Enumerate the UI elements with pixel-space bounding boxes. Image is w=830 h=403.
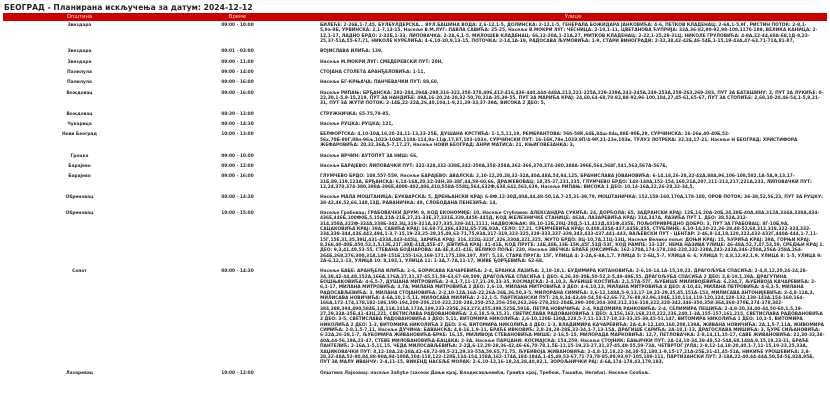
streets-cell: Општина Лајковац: насеље Забуће (засеок Доњи крај, Владисављевићи, Грнића крај, Требеж, Ташићи, Негићи). Насеље Скобаљ. xyxy=(320,370,651,376)
streets-cell: БЕЛФОРТСКА: 4,10-10А,16,20-24,11-13,23-25Б, ДУШАНА КРСТИЋА: 1-1,5,11,19, РЕМБРАНТОВА: 56б-58К,64Б,84ш-84ц,88Е-90Б,29, СУРЧИНСКА: 16-16и,40-40Б,52-56х,70Б-80Г,88н-96љ,102Э-104К,110А-114,9а-11ф,17,87,103-103л, СУРЧИНСКИ ПУТ: 16-16К,78е,103Э,9П/4-9Р,21-23е,103и, ТУЛУЗ ЛОТРЕКА: 32,34,17-21, Насеље Н БЕОГРАД: ХРИСТИФОРА ЖЕФАРОВИЋА: 20,32,36А,5-7,17,27, Насеље НОВИ БЕОГРАД: АНРИ МАТИСА: 21, КЊИГОВЕЗАНКА: 3, xyxy=(320,132,798,149)
municipality-cell: Вождовац xyxy=(66,90,93,96)
municipality-cell: Палилула xyxy=(67,70,92,76)
column-header-streets: Улице xyxy=(564,14,582,20)
streets-cell: Насеље МАЛА МОШТАНИЦА: БУКВАРСКА: 5, ДРЕНЬАНСКИ КРАЈ: 6-8Ф,12-30Д,40А,44,48-50,1А,7-25,31-39,79, МОШТАНИЧКА: 152,158-160,170А,178-180, ОРОВ ПОТОК: 36-38,52,56,23, ПУТ ЗА РУЦКУ: 38-42,46,52,66,148,13Д, РАВАНИЧКА: 49, СЛОБОДАНА ПЕНЕЗИЋА: 14, xyxy=(320,195,823,206)
streets-cell: Насеље БГ-КРЊАЧА: ПАНЧЕВАЧКИ ПУТ: 88,60, xyxy=(320,80,439,86)
municipality-cell: Лазаревац xyxy=(66,370,93,376)
table-row xyxy=(3,120,827,130)
municipality-cell: Палилула xyxy=(67,80,92,86)
table-row xyxy=(3,152,827,162)
table-row xyxy=(3,21,827,47)
time-cell: 09:00 - 10:00 xyxy=(221,153,254,159)
time-cell: 09:00 - 16:00 xyxy=(221,90,254,96)
time-cell: 09:00 - 12:00 xyxy=(221,163,254,169)
streets-cell: Насеље Грабовац: ГРАБОВАЧКИ ДРУМ: 9, КОД ЕКОНОМИЈЕ: 10, Насеље Стублине: АЛЕКСАНДРА СУКИЋА: 24, ДОРЋОЛА: 65, ЗАДРАНСКИ КРАЈ: 12Б,16,20А-20Б,34,38Б-40А,48А,312А,334А,338А,434-436Е,446Б,100Ф0Б,5,15А,21А-21Б,27,31-33Е,37,331Б,339,445б-445Д, КОД ЖЕЛЕЗНИЧКЕ СТАНИЦЕ: 463А, ЛАЗАРЕВИЋА КРАЈ: 314,347А, ЛАЗИЋА ПУТ 1. ДЕО: 38,52А,312-314,358А,322Ф-324А,338Б-342,3Ц,319-321А,327,335,339-341,1111, НАДВОЖЊАК: 88,10-12Б,20Ц-20Д,5-11,413Д,431Ф,435Б, ПОЉОПРИВРЕДНО ДОБРО: 3, ПУТ ЗА ГРАБОВАЦ: 8Г-10Б,9А, САЦАКОВИЋА КРАЈ: 39А, САВИЋА КРАЈ: 16,68-72,286,432Ц,65-73Б,93А, СЕЛО: 17,21, СРЕМЧЕВИЋА КРАЈ: 0,408,435А-437,445Б,455, СТУБЛИНЕ: 6,10-14,20-22,26-28,48-52,68,312,318,322-324,332-334,338-344,436,442,494,1-3,7-15,19-23,25-29,35,49,63-71,75,93А,317-319,323-325,329-333,337-339,343,433-437,441-443, ВАЉЕВСКИ ПУТ - ЦЕНТАР: 2-46,8-14,18,120,322,432-432Г,440А-444,1-7,11-15Г,15Е,31,35,39Ц,431-433А,443-445Ц, ЗАРИЋА КРАЈ: 316,322Ц-322Г,326,330А,321,325, ЖУТО БРДО: 8Ц-10,7А,11Ц-13Ц, Насеље Велико поље: ДОЊИ КРАЈ: 15, ЋУРИЋА КРАЈ: 39А, ГОРЊИ КРАЈ: 8,266,40-40Б,450,52,1,5,13Е,21Г,39Д-41Д,45Е-47, ЈЕВТИЋА КРАЈ: 41-41Б, КОД ПРУГЕ: 14Б,48Б,13Б-15К,45Г,53Д-53Г, КОД РАМПЕ: 13-13Г, НЕМА НАЗИВА УЛИЦЕ: 46-48А,52,7,47,53,59, СРЕДЊИ КРАЈ 1. ДЕО: 9,3,41,49,53-55, СТЕВАНА БОДНАРОВА: 4А-4Е,8,41-41Е, ВЕЛИКО ПОЉЕ: 220, Насеље ЗВЕЧКА: БРАЋЕ ЈОКСИМЋА: 162-170А,174-178,184-228,232-238А,242-242А,246-250А,256А-258А,264-264Б,268,276,300,31А,149-151Б,155-163,169-171,175,189,197, ЛУГ: 5,13, СТАРА ПРУГА: 15Г, УЛИЦА 4: 2-2А,6-8А,1,7, УЛИЦА 5: 2-6Ц,5-7, УЛИЦА 6: 6, УЛИЦА 7: 4,8,12,92,1,9, УЛИЦА 8: 1-5, УЛИЦА 9: 2А-6,12,1-13, УЛИЦА 10: 8,192,1, УЛИЦА 11: 1-3А,7-7А,11-17, ЖИВЕ ЂОРЂЕВИЋА: 62-68, xyxy=(320,210,825,264)
streets-cell: Насеље М.МОКРИ ЛУГ: СМЕДЕРЕВСКИ ПУТ: 20Н, xyxy=(320,59,443,65)
municipality-cell: Вождовац xyxy=(66,111,93,117)
table-row xyxy=(3,89,827,110)
streets-cell: СТОЈАНА СТОЛЕТА АРАНЂЕЛОВИЋА: 1-11, xyxy=(320,70,426,76)
table-header-row xyxy=(3,13,827,21)
table-row xyxy=(3,130,827,151)
streets-cell: Насеље РИПАЊ: БРЂАНСКА: 282-284,294А-298,316-322,358-378,406,412-416,436-440,444-448А,213,221-225А,229-239А,243-245А,249-253А,259-263,269-283, ПУТ ЗА БАТАШИНУ: 2, ПУТ ЗА ЛУКИЋЕ: 0-22,30,1-5,9-15,219, ПУТ ЗА НАНДИЋЕ: 49А,16-20,24-28,32-50,70,21А-35,39-55, ПУТ ЗА МАРИЋА КРАЈ: 24,60,64-68,78-82,88-92,96-100,104,27,45-61,65-67, ПУТ ЗА СТОПИЋЕ: 2,68,10-20,46-54,1-5,9,21-31, ПУТ ЗА ЖУТИ ПОТОК: 2-14Б,22-22А,26,40,104,1-9,21,29-33,37-39А, ВИСОКА 2 ДЕО: 5, xyxy=(320,90,824,107)
time-cell: 00:01 - 03:00 xyxy=(221,49,254,55)
time-cell: 09:00 - 16:00 xyxy=(221,174,254,180)
table-row xyxy=(3,162,827,172)
table-row xyxy=(3,209,827,267)
table-row xyxy=(3,58,827,68)
municipality-cell: Барајево xyxy=(68,174,91,180)
time-cell: 08:00 - 14:30 xyxy=(221,122,254,128)
municipality-cell: Обреновац xyxy=(65,210,94,216)
time-cell: 08:00 - 14:30 xyxy=(221,269,254,275)
municipality-cell: Гроцка xyxy=(70,153,89,159)
time-cell: 10:00 - 13:00 xyxy=(221,132,254,138)
municipality-cell: Звездара xyxy=(67,23,92,28)
municipality-cell: Звездара xyxy=(67,59,92,65)
table-row xyxy=(3,110,827,120)
column-header-municipality: Општина xyxy=(66,14,93,20)
table-row xyxy=(3,172,827,193)
streets-cell: Насеље БАБЕ: АРАНЂЕЛА ИЛИЋА: 2-6, БОРИСАВА КАЧАРЕВИЋА: 2-4, БРАНКА ЛАЗИЋА: 2,10-18,1, БУДИМИРА КИТАНОВИЋА: 2-6,10-14,1А-15,19,23, ДРАГОЉУБА СПАСИЋА: 2-4,8,12,20,24-24,28-34,38,42-44,48,152А,166А,176А,27,31,37-45,51,59-63,67-69,509, ДРАГОЉУБА СПАСИЋА 1 ДЕО: 6,26,30-30Б,50-52,3-5,49-49Б,55, ДРАГОЉУБА СПАСИЋА 2 ДЕО: 2,8-10,1,29А, ДРАГУТИНА БОШЊАКОВИЋА: 4-6,5-7, ДУШАНА МИТРОВИЋА: 2-8,1-7,11-17,21-29,33-35, КОСМАЈСКА: 2-4,10,3, ЉУБИШЕ КОСТИЋА: 2,1,57А-57Г, ЉУБИШЕ МИЛИВОЈЕВИЋА: 6,234,7, ЉУБИВОЈА КАЧАРЕВИЋА: 2-6,1-17, МИЛАНА МИТРОВИЋА: 3,7А, МИЛАНА МИТРОВИЋА 2 ДЕО: 2,6-10, МИЛАНА МИТРОВИЋА 3 ДЕО: 4-6,10,13, МИЛАНА МИТРОВИЋА 4 ДЕО: 4-10,43, МИЛАНА ПЕТРОВИЋА: 4-6,3-5, МИЛАНА РАДОСАВЉЕВИЋА: 3, МИЛАНА СТОЈАНОВИЋА: 2-2,10-12А,16А-22,26А-26Б,36,50,3-5, МИЛОРАНА СИМИЋА: 2,6-12,148А,5-9,13,17-19,23-29,35,45,151А-153, МИЛИСАВА АНТОНИЈЕВИЋА: 2-4,8-12А,3, МИЛИСАВА НОВИЧИЋА: 4-6А,10,1-5,11, МИЛОСАВА МИЛИЋА: 2-12,1-5, ПАРТИЗАНСКИ ПУТ: 24,8,34-42,48-54,58-62,66-72,76-88,92,96,104Б,110,114,118-120,124,128-132,138-143А,154-160,164-166А,172-174,178,182-186,190-194,200-206,210-222,228-246,250-252,256-258,262,266-278,282-284Б,290-300,304-308,312,316-318,322,328-342,346-350,358-364,368-370Б,374-378,382-384,388,394,490,584Б,1Д,11А,141А,173А,189,233-235Б,263,273,455,499,525Б,591Б, ПЕТРА НОВИЧИЋА: 2-4, РАДОМИРА РАНКОВИЋА: 2-4, СЕЛИМИРА ПЕШИЋА: 2-4,8-20,34,40-44,50-60,1,5,19-27,29,33А-35Б,41-43Ц,221, СВЕТИСЛАВА РАДОВАНОВИЋА: 2,6,18,5-9,15,31, СВЕТИСЛАВА РАДОВАНОВИЋА 1 ДЕО: 4,156,162,168,210,222,236,240,1-3А,155-157,161,215, СВЕТИСЛАВА РАДОВАНОВИЋА 2 ДЕО: 3-5, СВЕТИСЛАВА РАДОВАНОВИЋА 3 ДЕО: 5,11, ВИТОМИРА НИКОЛИЋА: 2,6-10,120Б-120Д,228,5-7,11-13,17-19,23-33,35-39,45-51,147, ВИТОМИРА НИКОЛИЋА 1 ДЕО: 10,3-5, ВИТОМИРА НИКОЛИЋА 2 ДЕО: 1-3, ВИТОМИРА НИКОЛИЋА 3 ДЕО: 2-6, ВИТОМИРА НИКОЛИЋА 4 ДЕО: 1-3, ВЛАДИМИРА КАЧАРЕВИЋА: 2А-4,8-12,140,160,208,139А, ЖИВАНА НОВИЧИЋА: 2А,1,5-7,11А, ЖИВОМИРА СИМИЋА: 2-8,1,5-7,11, Насеље ДУЧИНА: БАВАНСКА: 4,8-16,1,9-11, БРАЋЕ ИВКОВИЋ: 2,8-24,28-28Б,32-34,1-7,13-15А, ДРАГИШЕ САРИЋА: 2А-18,1-13, ДРАГОСЛАВА МИШИЋА: 3, ЂУРЕ СИЉАНОВИЋА: 6-22А,26-28,1-7, ЉУБОМИРА ЖИВАНОВИЋА-БРКЕ: 16,15, МИЛИВОЈА СТЕВАНОВИЋА-МИШЕ: 2-16,5-15, МИЛОРАДА МАРКОВИЋА: 12,7, ПЕТЛОВАЧКА: 2-8,14,11,15-17, САВЕ ЖИВАНОВИЋА: 22,30-32,38-40А,44-56,19А,23-47, СТЕВЕ МИЛОВАНОВИЋА-БАЦАКА: 2-3А, Насеље ПАРЦАНИ: КОСМАЈСКА: 154,259, Насеље СТОЈНИК: БАЊИЧКИ ПУТ: 2А-14,18-34,38-48,52-54А,68,148А,9,15,19,23-31, БРАЋЕ ПАНТЕЛИЋ: 2-16А,1-5,11,15, ЧЕДА МИЛОСАВЉЕВИЋА: 2-2Д,6-12,20-28,36-42,46-66,70-78,1,5Б-11,15-19,23-27,31,37-45,49-55,59-73А, ЧЕТВРТОГ ЈУЛА: 2-8,12-14,18-20,40,1-7,11-15,19-23,25,33А, ХАЏИКОВАЧКИ ПУТ: 8,12-18А,24-28А,42-68,72-80,5-21,29,33-55А,59,65,71,75, ЉУБИВОЈА ЖИВАНОВИЋА: 2-4,8-12,18,22-34,38-52,180,1-9,15-17,21А-25Б,31-41,45-51А, НИКИЋЕ УРОШЕВИЋА: 2,8-28,32-48А,52-80,84,88-90А,94-100А,104-118,122-128Б,134-154,158А,162-174А,184-184А,1-45,49,53-67,71-73,79-85,89,93,97-105,109-111, ПАРТИЗАНСКИ ПУТ: 2-18А,22-40,44-44А,50,54-56,82А,95Б, ПУТ ЗА МАЛУ ИВАНЧУ: 2-4,11-15, ВИКЕНД НАСЕЉЕ МОРАК: 2-6,10-12,16-18,24,28,40,82,1, ЗОРОЉНИЧКИ РАЈ: 4-6А,174-178,43,179,183, xyxy=(320,269,825,366)
time-cell: 08:30 - 13:00 xyxy=(221,111,254,117)
table-row xyxy=(3,267,827,368)
municipality-cell: Барајево xyxy=(68,163,91,169)
municipality-cell: Нови Београд xyxy=(62,132,97,138)
time-cell: 09:00 - 16:00 xyxy=(221,80,254,86)
streets-cell: ВОЈИСЛАВА ИЛИЋА: 139, xyxy=(320,49,383,55)
municipality-cell: Обреновац xyxy=(65,195,94,201)
table-row xyxy=(3,47,827,57)
time-cell: 08:00 - 14:30 xyxy=(221,195,254,201)
time-cell: 09:00 - 10:00 xyxy=(221,23,254,28)
outage-table xyxy=(3,13,827,379)
municipality-cell: Сопот xyxy=(72,269,87,275)
streets-cell: ГЛУМЧЕВО БРДО: 108,557-559, Насеље БАРАЈЕВО: АВАЛСКА: 2,10-12,20,28,32-32А,40А,48А,54,84,125, БРАНИСЛАВА ЈОВАНОВИЋА: 6-14,18,26-28,32-42А,88А,96,106-108,582,1А-5А,9,13,17-21Б,89,119,123А, БРЂАНСКА: 6,14-16А,20,32-34Н,38-38Г,44,58-60,66, ДРАЖЕВОВАЦ: 18,35-37,231,235, ГЛУМЧЕВО БРДО: 148-148А,152-154,160,21А,207,211-213,217,221А,233, ЛИПОВАЧКИ ПУТ: 12,24,370,374-380,388А-396Е,400б-402,406,410,558А-558Ц,564,632Ф,638,642,563,639, Насеље РИПАЊ: ВИСОКА 1 ДЕО: 10,14-16А,22,26-28,32-34,5, xyxy=(320,174,812,190)
streets-cell: Насеље БАРАЈЕВО: ЛИПОВАЧКИ ПУТ: 322-328,332-338Е,342-350А,358-358А,362-366,370,374-380,388А-396Е,564,568Г,541,563,567А-567Б, xyxy=(320,163,668,169)
time-cell: 10:00 - 15:00 xyxy=(221,210,254,216)
streets-cell: СТРУЖНИЧКА: 65-75,79-85, xyxy=(320,111,391,117)
time-cell: 09:00 - 14:00 xyxy=(221,70,254,76)
time-cell: 10:00 - 12:00 xyxy=(221,370,254,376)
table-row xyxy=(3,78,827,88)
municipality-cell: Чукарица xyxy=(67,122,92,128)
page-title: БЕОГРАД - Планирана искључења за датум: 2024-12-12 xyxy=(4,3,253,12)
streets-cell: БИЛЕЋЕ: 2-26Б,1-7,45, БУЛБУЛДЕРСКА... ВУЛ.БАШИНА ВОДА: 2,6-12,1-5, ДОЛИНСКА: 2-12,1-5, ГЕНЕРАЛА БОЖИДАРА ЈАНКОВИЋА: 4-6, ПЕТКОВ КЛАДЕНАЦ: 2-6А,1-5,9Г, РИСТИН ПОТОК: 2-8,1-5,9а-9Б, УРВИНСКА: 2,1-7,13-15, Насеље В.М.ЛУГ: ПАВЛА САВИЋА: 25-25, Насеље В.МОКРИ ЛУГ: ЧЕСНИЦА: 2-10,1-11, ЦВЕТАНОВА ЋУПРИЈА: 32А,36-82,90-92,98-108,117б-189, ВЕЛИКА КАНИЦА: 2-12,1-17, ЛАДНО БРДО: 2-32Б,1-33, ЛИПОВАЧКА: 2-2А,6,1-5, МИЛОШЕВ КЛАДЕНАЦ: 66,12-20А,1-21А,27, МИТКОВ КЛАДЕНАЦ: 2-22,1-25,29-31Ц, НИКОЛЕ ГРУЛОВИЋА: 4-8А,22-44,60А-68,1Д-9,23-25,37-51А,55-67,71, НИКОЛЕ КУРЕЛИЋА: 4-6,10-20,9,13-15, ПОТОЧКА: 2-14,1А-19, РАДОСАВА ЉУМОВИЋА: 1-9, СТАРИ ВИНОГРАДИ: 2-32,38,42-42Б,46-54Б,1-15,19-43А,47-63,71-71А,81-87, xyxy=(320,23,818,45)
table-row xyxy=(3,369,827,379)
streets-cell: Насеље РУЦКА: РУЦКА: 121, xyxy=(320,122,394,128)
municipality-cell: Звездара xyxy=(67,49,92,55)
time-cell: 09:00 - 11:00 xyxy=(221,59,254,65)
table-row xyxy=(3,68,827,78)
table-row xyxy=(3,193,827,209)
streets-cell: Насеље ВРЧИН: АУТОПУТ ЗА НИШ: 66, xyxy=(320,153,418,159)
column-header-time: Време xyxy=(228,14,247,20)
